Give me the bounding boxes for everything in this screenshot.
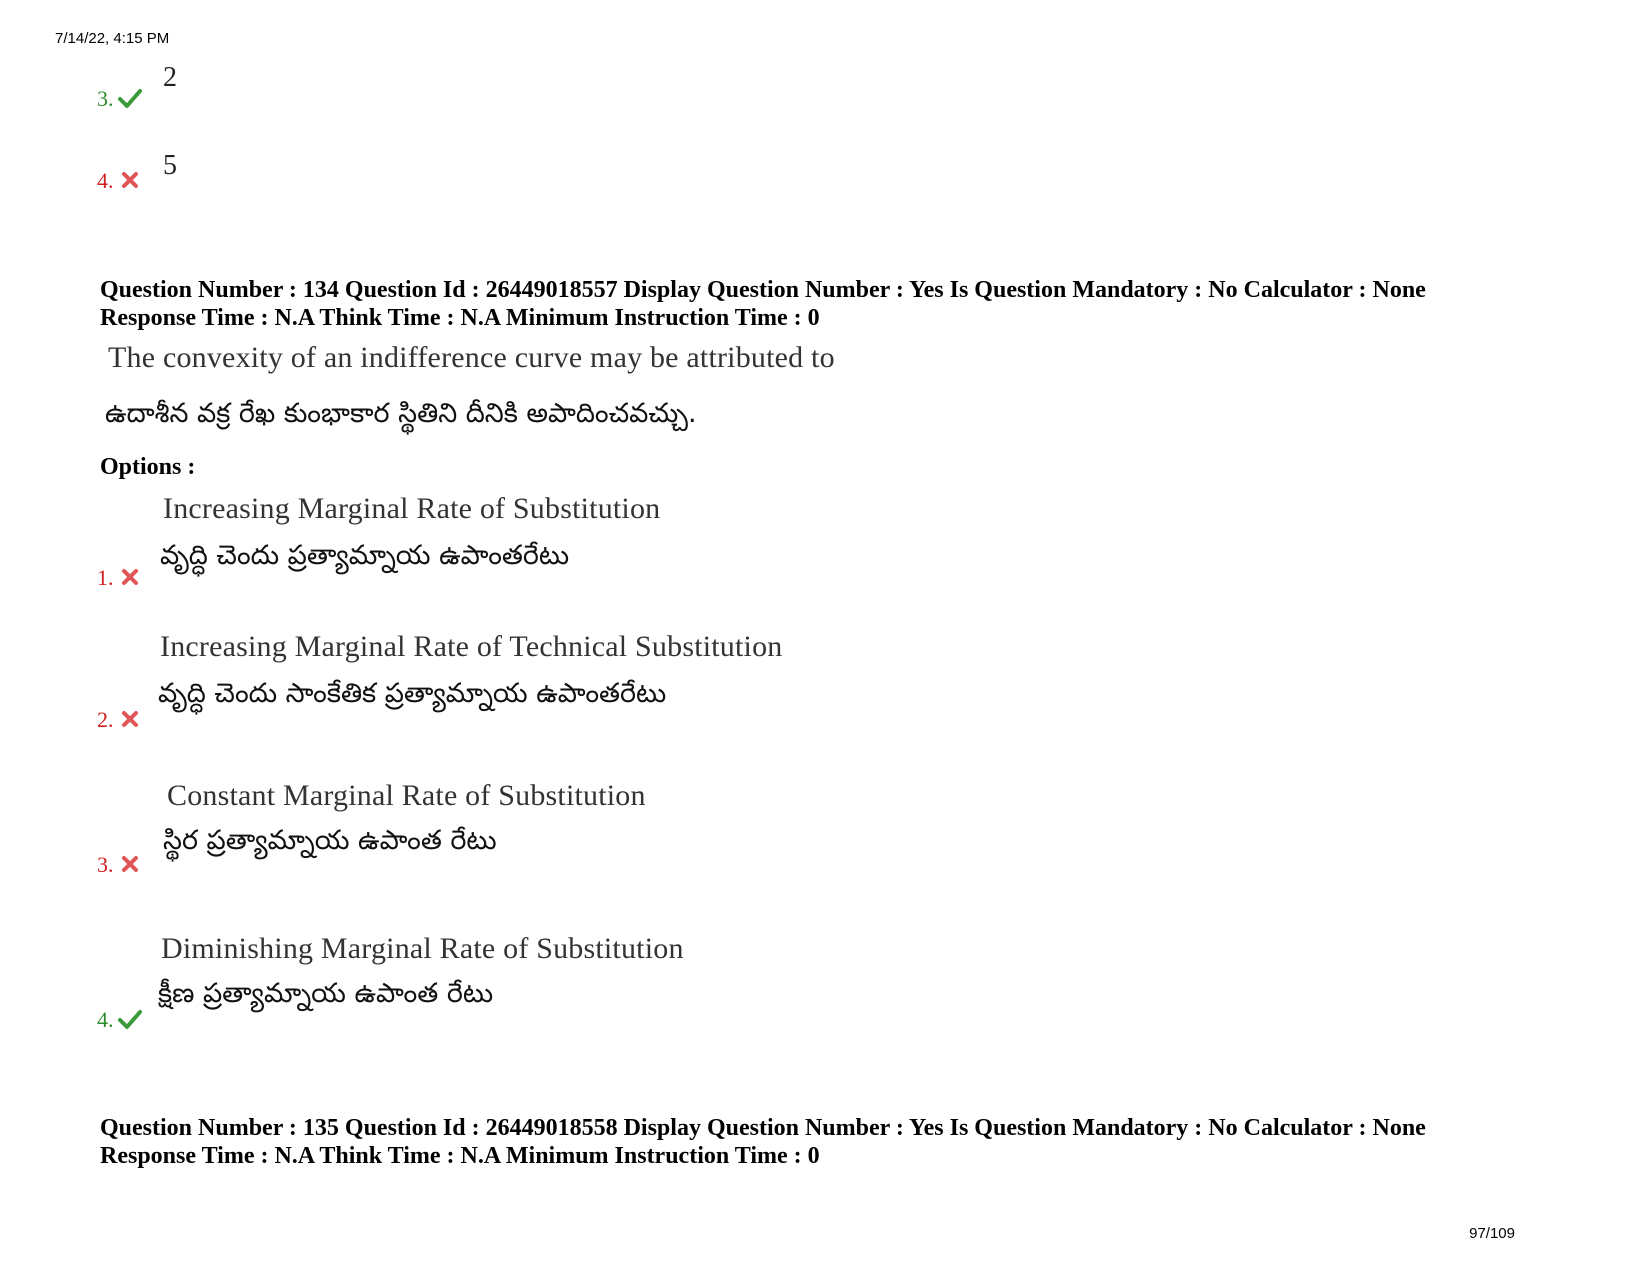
page-number: 97/109 (1469, 1225, 1515, 1242)
option-number: 1. (97, 565, 114, 590)
cross-icon (118, 853, 142, 875)
check-icon (118, 87, 142, 109)
cross-icon (118, 566, 142, 588)
prev-option-3 (97, 86, 142, 112)
option-1-text-en: Increasing Marginal Rate of Substitution (163, 492, 661, 525)
option-4-marker (97, 1007, 142, 1033)
prev-option-3-text: 2 (163, 62, 177, 93)
option-3-text-te: స్థిర ప్రత్యామ్నాయ ఉపాంత రేటు (163, 825, 497, 856)
option-number: 4. (97, 168, 114, 193)
cross-icon (118, 169, 142, 191)
option-2-text-en: Increasing Marginal Rate of Technical Substitution (160, 630, 783, 663)
option-4-text-te: క్షీణ ప్రత్యామ్నాయ ఉపాంత రేటు (158, 978, 494, 1009)
question-134-text-te: ఉదాశీన వక్ర రేఖ కుంభాకార స్థితిని దీనికి అపాదించవచ్చు. (105, 398, 697, 429)
option-4-text-en: Diminishing Marginal Rate of Substitution (161, 932, 684, 965)
question-meta-line-1: Question Number : 135 Question Id : 26449018558 Display Question Number : Yes Is Question Mandatory : No Calculator : None (100, 1115, 1426, 1141)
question-135-meta (100, 1114, 1426, 1170)
question-134-meta (100, 276, 1426, 332)
option-1-marker (97, 565, 142, 591)
option-2-marker (97, 707, 142, 733)
prev-option-4-text: 5 (163, 150, 177, 181)
option-1-text-te: వృద్ధి చెందు ప్రత్యామ్నాయ ఉపాంతరేటు (160, 540, 570, 571)
check-icon (118, 1008, 142, 1030)
options-label: Options : (100, 454, 196, 480)
cross-icon (118, 708, 142, 730)
question-meta-line-2: Response Time : N.A Think Time : N.A Minimum Instruction Time : 0 (100, 1143, 820, 1169)
option-2-text-te: వృద్ధి చెందు సాంకేతిక ప్రత్యామ్నాయ ఉపాంతరేటు (158, 678, 667, 709)
option-number: 3. (97, 852, 114, 877)
print-timestamp: 7/14/22, 4:15 PM (55, 30, 170, 47)
option-number: 3. (97, 86, 114, 111)
option-3-text-en: Constant Marginal Rate of Substitution (167, 779, 646, 812)
question-134-text-en: The convexity of an indifference curve may be attributed to (108, 341, 835, 374)
option-number: 2. (97, 707, 114, 732)
question-meta-line-1: Question Number : 134 Question Id : 26449018557 Display Question Number : Yes Is Question Mandatory : No Calculator : None (100, 277, 1426, 303)
option-3-marker (97, 852, 142, 878)
option-number: 4. (97, 1007, 114, 1032)
prev-option-4 (97, 168, 142, 194)
question-meta-line-2: Response Time : N.A Think Time : N.A Minimum Instruction Time : 0 (100, 305, 820, 331)
